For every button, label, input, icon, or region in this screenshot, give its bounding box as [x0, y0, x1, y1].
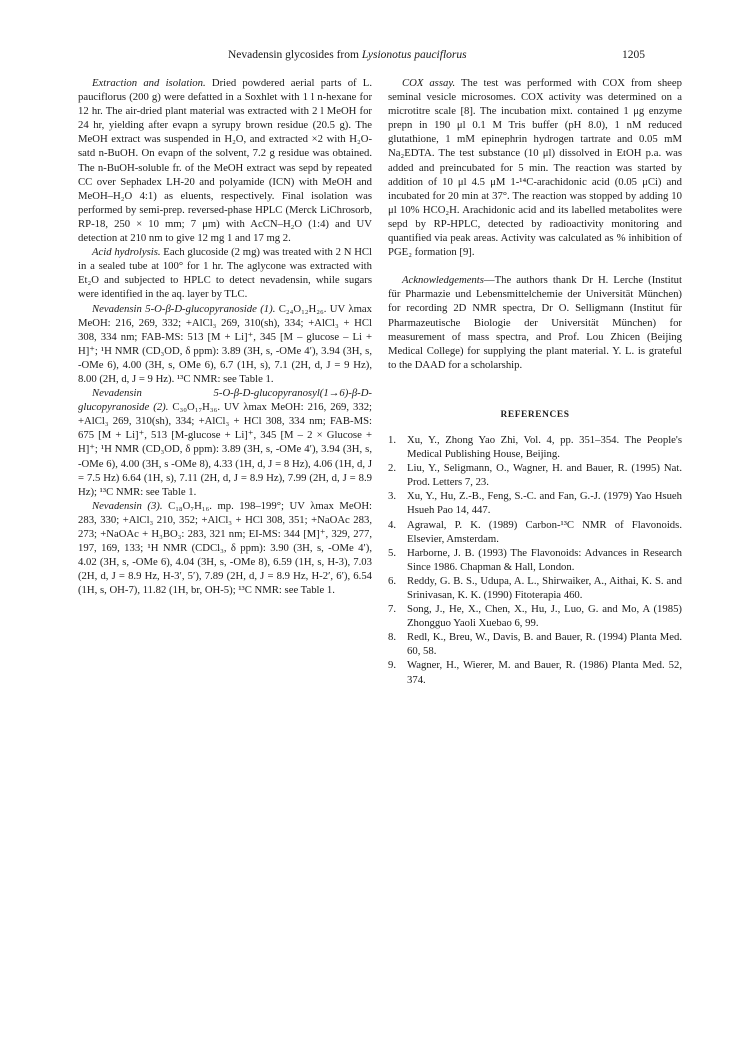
page-number: 1205: [622, 49, 645, 61]
reference-text: Harborne, J. B. (1993) The Flavonoids: Advances in Research Since 1986. Chapman & Hall, London.: [407, 546, 682, 573]
paragraph-compound-2: [78, 386, 372, 499]
paragraph-compound-3: [78, 499, 372, 598]
reference-text: Xu, Y., Hu, Z.-B., Feng, S.-C. and Fan, G.-J. (1979) Yao Hsueh Hsueh Pao 14, 447.: [407, 490, 682, 517]
reference-item: [388, 489, 682, 517]
reference-item: [388, 574, 682, 602]
compound-1-name: Nevadensin 5-O-β-D-glucopyranoside (1).: [92, 302, 276, 315]
reference-text: Reddy, G. B. S., Udupa, A. L., Shirwaiker, A., Aithai, K. S. and Srinivasan, K. K. (1990) Fitoterapia 460.: [407, 574, 682, 601]
reference-number: 3.: [388, 490, 397, 503]
reference-item: [388, 433, 682, 461]
reference-item: [388, 461, 682, 489]
section-head-acid-hydrolysis: Acid hydrolysis.: [92, 246, 161, 259]
paragraph-acid-hydrolysis: [78, 245, 372, 301]
reference-item: [388, 546, 682, 574]
reference-text: Xu, Y., Zhong Yao Zhi, Vol. 4, pp. 351–354. The People's Medical Publishing House, Beijing.: [407, 433, 682, 461]
reference-item: [388, 658, 682, 686]
reference-item: [388, 518, 682, 546]
paragraph-acknowledgements: [388, 273, 682, 372]
reference-item: [388, 630, 682, 658]
reference-number: 1.: [388, 433, 397, 446]
paragraph-cox-assay: [388, 76, 682, 259]
compound-3-name: Nevadensin (3).: [92, 499, 163, 512]
running-head: [228, 49, 467, 61]
compound-2-name: Nevadensin 5-O-β-D-glucopyranosyl(1→6)-β-D-glucopyranoside (2).: [78, 387, 372, 414]
reference-text: Song, J., He, X., Chen, X., Hu, J., Luo, G. and Mo, A (1985) Zhongguo Yaoli Xuebao 6, 99.: [407, 603, 682, 630]
reference-text: Agrawal, P. K. (1989) Carbon-¹³C NMR of Flavonoids. Elsevier, Amsterdam.: [407, 518, 682, 545]
left-column: [78, 76, 372, 597]
paragraph-extraction: [78, 76, 372, 245]
reference-text: Redl, K., Breu, W., Davis, B. and Bauer, R. (1994) Planta Med. 60, 58.: [407, 631, 682, 658]
text-cox-assay: The test was performed with COX from sheep seminal vesicle microsomes. COX activity was determined on a microtitre scale [8]. The incubation mixt. contained 1 μg enzyme prepn in 190 μl 0.1 M Tris buffer (pH 8.0), 1 nM reduced glutathione, 1 mM epinephrin hydrogen tartrate and 0.05 mM Na₂EDTA. The test substance (10 μl) dissolved in EtOH p.a. was added and preincubated for 5 min. The reaction was started by addition of 10 μl 4.5 μM 1-¹⁴C-arachidonic acid (0.05 μCi) and incubated for 20 min at 37°. The reaction was stopped by adding 10 μl 10% HCO₂H. Arachidonic acid and its labelled metabolites were sepd by RP-HPLC, detected by radioactivity monitoring and quantified via peak areas. Activity was calculated as % inhibition of PGE₂ formation [9].: [388, 77, 682, 259]
reference-item: [388, 602, 682, 630]
text-acid-hydrolysis: Each glucoside (2 mg) was treated with 2 N HCl in a sealed tube at 100° for 1 hr. The aglycone was extracted with Et₂O and subjected to HPLC to detect nevadensin, while sugars were identified in the aq. layer by TLC.: [78, 246, 373, 301]
section-head-extraction: Extraction and isolation.: [92, 77, 206, 89]
reference-text: Wagner, H., Wierer, M. and Bauer, R. (1986) Planta Med. 52, 374.: [407, 659, 682, 686]
reference-number: 2.: [388, 462, 397, 475]
right-column: [388, 76, 682, 687]
reference-number: 6.: [388, 574, 397, 587]
section-head-acknowledgements: Acknowledgements: [402, 274, 484, 287]
section-head-cox-assay: COX assay.: [402, 77, 456, 89]
references-list: [388, 433, 682, 687]
paragraph-compound-1: [78, 302, 372, 387]
reference-text: Liu, Y., Seligmann, O., Wagner, H. and Bauer, R. (1995) Nat. Prod. Letters 7, 23.: [407, 462, 682, 489]
reference-number: 8.: [388, 631, 397, 644]
text-extraction: Dried powdered aerial parts of L. pauciflorus (200 g) were defatted in a Soxhlet with 1 l n-hexane for 12 hr. The air-dried plant material was extracted with 2 l MeOH for 24 hr, yielding after evapn a syrupy brown residue (20.5 g). The MeOH extract was suspended in H₂O, and extracted ×2 with H₂O-satd n-BuOH. On evapn of the solvent, 7.2 g residue was obtained. The n-BuOH-soluble fr. of the MeOH extract was sepd by repeated CC over Sephadex LH-20 and polyamide (ICN) with MeOH and MeOH–H₂O 4:1) as eluents, respectively. Final isolation was performed by semi-prep. reversed-phase HPLC (Merck LiChrosorb, RP-18, 250 × 10 mm; 7 μm) with AcCN–H₂O (1:4) and UV detection at 210 nm to give 12 mg 1 and 17 mg 2.: [78, 77, 372, 245]
running-head-species: Lysionotus pauciflorus: [361, 49, 467, 61]
running-head-text: Nevadensin glycosides from: [228, 49, 362, 61]
reference-number: 4.: [388, 518, 397, 531]
reference-number: 7.: [388, 603, 397, 616]
reference-number: 9.: [388, 659, 397, 672]
compound-1-data: C₂₄O₁₂H₂₆. UV λmax MeOH: 216, 269, 332; +AlCl₃ 269, 310(sh), 334; +AlCl₃ + HCl 308, 334 nm; FAB-MS: 513 [M + Li]⁺, 345 [M – glucose – Li + H]⁺; ¹H NMR (CD₃OD, δ ppm): 3.89 (3H, s, -OMe 4′), 3.94 (3H, s, -OMe 6), 4.00 (3H, s, OMe 6), 6.7 (1H, s), 7.1 (2H, d, J = 9 Hz), 8.00 (2H, d, J = 9 Hz). ¹³C NMR: see Table 1.: [78, 302, 372, 385]
references-heading: REFERENCES: [500, 409, 570, 420]
text-acknowledgements: —The authors thank Dr H. Lerche (Institut für Pharmazie und Lebensmittelchemie der Universität München) for recording 2D NMR spectra, Dr O. Selligmann (Institut für Pharmazeutische Biologie der Universität München) for measurement of mass spectra, and Prof. Lou Zhicen (Beijing Medical College) for supplying the plant material. Y. L. is grateful to the DAAD for a scholarship.: [388, 274, 682, 371]
compound-2-data: C₃₀O₁₇H₃₆. UV λmax MeOH: 216, 269, 332; +AlCl₃ 269, 310(sh), 334; +AlCl₃ + HCl 308, 334 nm; FAB-MS: 675 [M + Li]⁺, 513 [M-glucose + Li]⁺, 345 [M – 2 × Glucose + H]⁺; ¹H NMR (CD₃OD, δ ppm): 3.89 (3H, s, -OMe 4′), 3.94 (3H, s, -OMe 6), 4.00 (3H, s -OMe 8), 4.33 (1H, d, J = 8 Hz), 4.06 (1H, d, J = 7.5 Hz) 6.64 (1H, s), 7.11 (2H, d, J = 8.9 Hz), 7.99 (2H, d, J = 8.9 Hz); ¹³C NMR: see Table 1.: [78, 401, 373, 498]
compound-3-data: C₁₈O₇H₁₆. mp. 198–199°; UV λmax MeOH: 283, 330; +AlCl₃ 210, 352; +AlCl₃ + HCl 308, 351; +NaOAc 283, 273; +NaOAc + H₃BO₃: 283, 321 nm; EI-MS: 344 [M]⁺, 329, 277, 197, 169, 133; ¹H NMR (CDCl₃, δ ppm): 3.90 (3H, s, -OMe 4′), 4.02 (3H, s, -OMe 6), 4.04 (3H, s, -OMe 8), 6.59 (1H, s, H-3), 7.03 (2H, d, J = 8.9 Hz, H-3′, 5′), 7.89 (2H, d, J = 8.9 Hz, H-2′, 6′), 6.54 (1H, s, OH-7), 11.82 (1H, br, OH-5); ¹³C NMR: see Table 1.: [78, 499, 373, 597]
reference-number: 5.: [388, 546, 397, 559]
